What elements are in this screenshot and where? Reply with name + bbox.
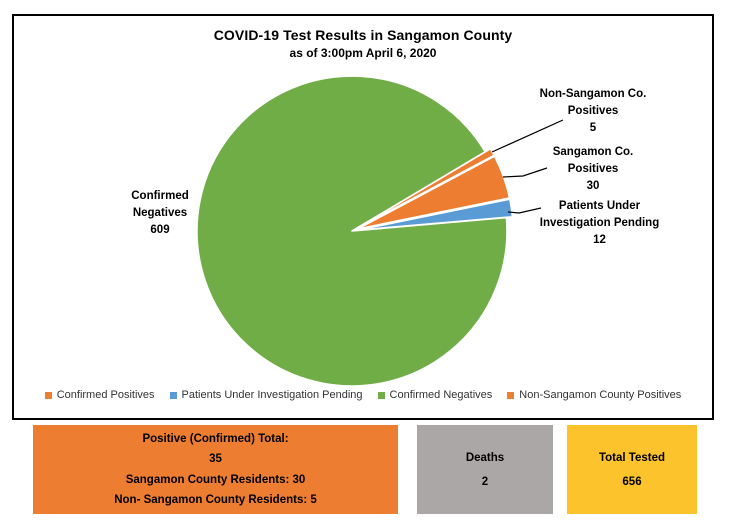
label-patients-pending: [512, 198, 687, 249]
label-sangamon-line1: Sangamon Co.: [552, 146, 634, 158]
legend-label: Non-Sangamon County Positives: [519, 389, 682, 401]
legend-swatch-icon: [507, 392, 514, 399]
pie-slice-confirmed-negatives: [197, 76, 507, 386]
total-tested-value: 656: [622, 475, 642, 488]
legend-item: [45, 389, 155, 401]
label-confirmed-negatives-line1: Confirmed: [131, 190, 189, 202]
legend-label: Confirmed Negatives: [389, 389, 493, 401]
positive-total-label: Positive (Confirmed) Total:: [142, 433, 289, 445]
legend-swatch-icon: [170, 392, 177, 399]
label-confirmed-negatives: [100, 188, 220, 239]
legend-swatch-icon: [45, 392, 52, 399]
legend-item: [378, 389, 493, 401]
chart-frame: [12, 14, 714, 420]
label-sangamon-line2: Positives: [567, 163, 619, 175]
label-pending-value: 12: [593, 234, 606, 246]
chart-legend: [14, 389, 712, 401]
label-pending-line1: Patients Under: [558, 200, 641, 212]
label-non-sangamon-line2: Positives: [567, 105, 619, 117]
legend-item: [507, 389, 681, 401]
label-sangamon-positives: [508, 144, 678, 195]
label-non-sangamon-value: 5: [589, 122, 597, 134]
positive-total-box: [33, 425, 398, 514]
label-non-sangamon-positives: [508, 86, 678, 137]
pie-slices: [197, 76, 512, 386]
legend-label: Confirmed Positives: [56, 389, 155, 401]
total-tested-box: [567, 425, 697, 514]
chart-subtitle: as of 3:00pm April 6, 2020: [289, 46, 437, 60]
label-non-sangamon-line1: Non-Sangamon Co.: [539, 88, 647, 100]
total-tested-label: Total Tested: [598, 451, 666, 464]
label-pending-line2: Investigation Pending: [539, 217, 660, 229]
label-confirmed-negatives-value: 609: [150, 224, 170, 236]
deaths-label: Deaths: [465, 451, 505, 464]
positive-sangamon-residents: Sangamon County Residents: 30: [125, 473, 306, 486]
positive-non-sangamon-residents: Non- Sangamon County Residents: 5: [114, 493, 317, 506]
legend-swatch-icon: [378, 392, 385, 399]
label-sangamon-value: 30: [586, 180, 600, 192]
legend-item: [170, 389, 363, 401]
deaths-value: 2: [481, 475, 489, 488]
legend-label: Patients Under Investigation Pending: [181, 389, 363, 401]
label-confirmed-negatives-line2: Negatives: [132, 207, 188, 219]
chart-title: COVID-19 Test Results in Sangamon County: [213, 27, 513, 43]
positive-total-value: 35: [209, 453, 222, 466]
deaths-box: [417, 425, 553, 514]
